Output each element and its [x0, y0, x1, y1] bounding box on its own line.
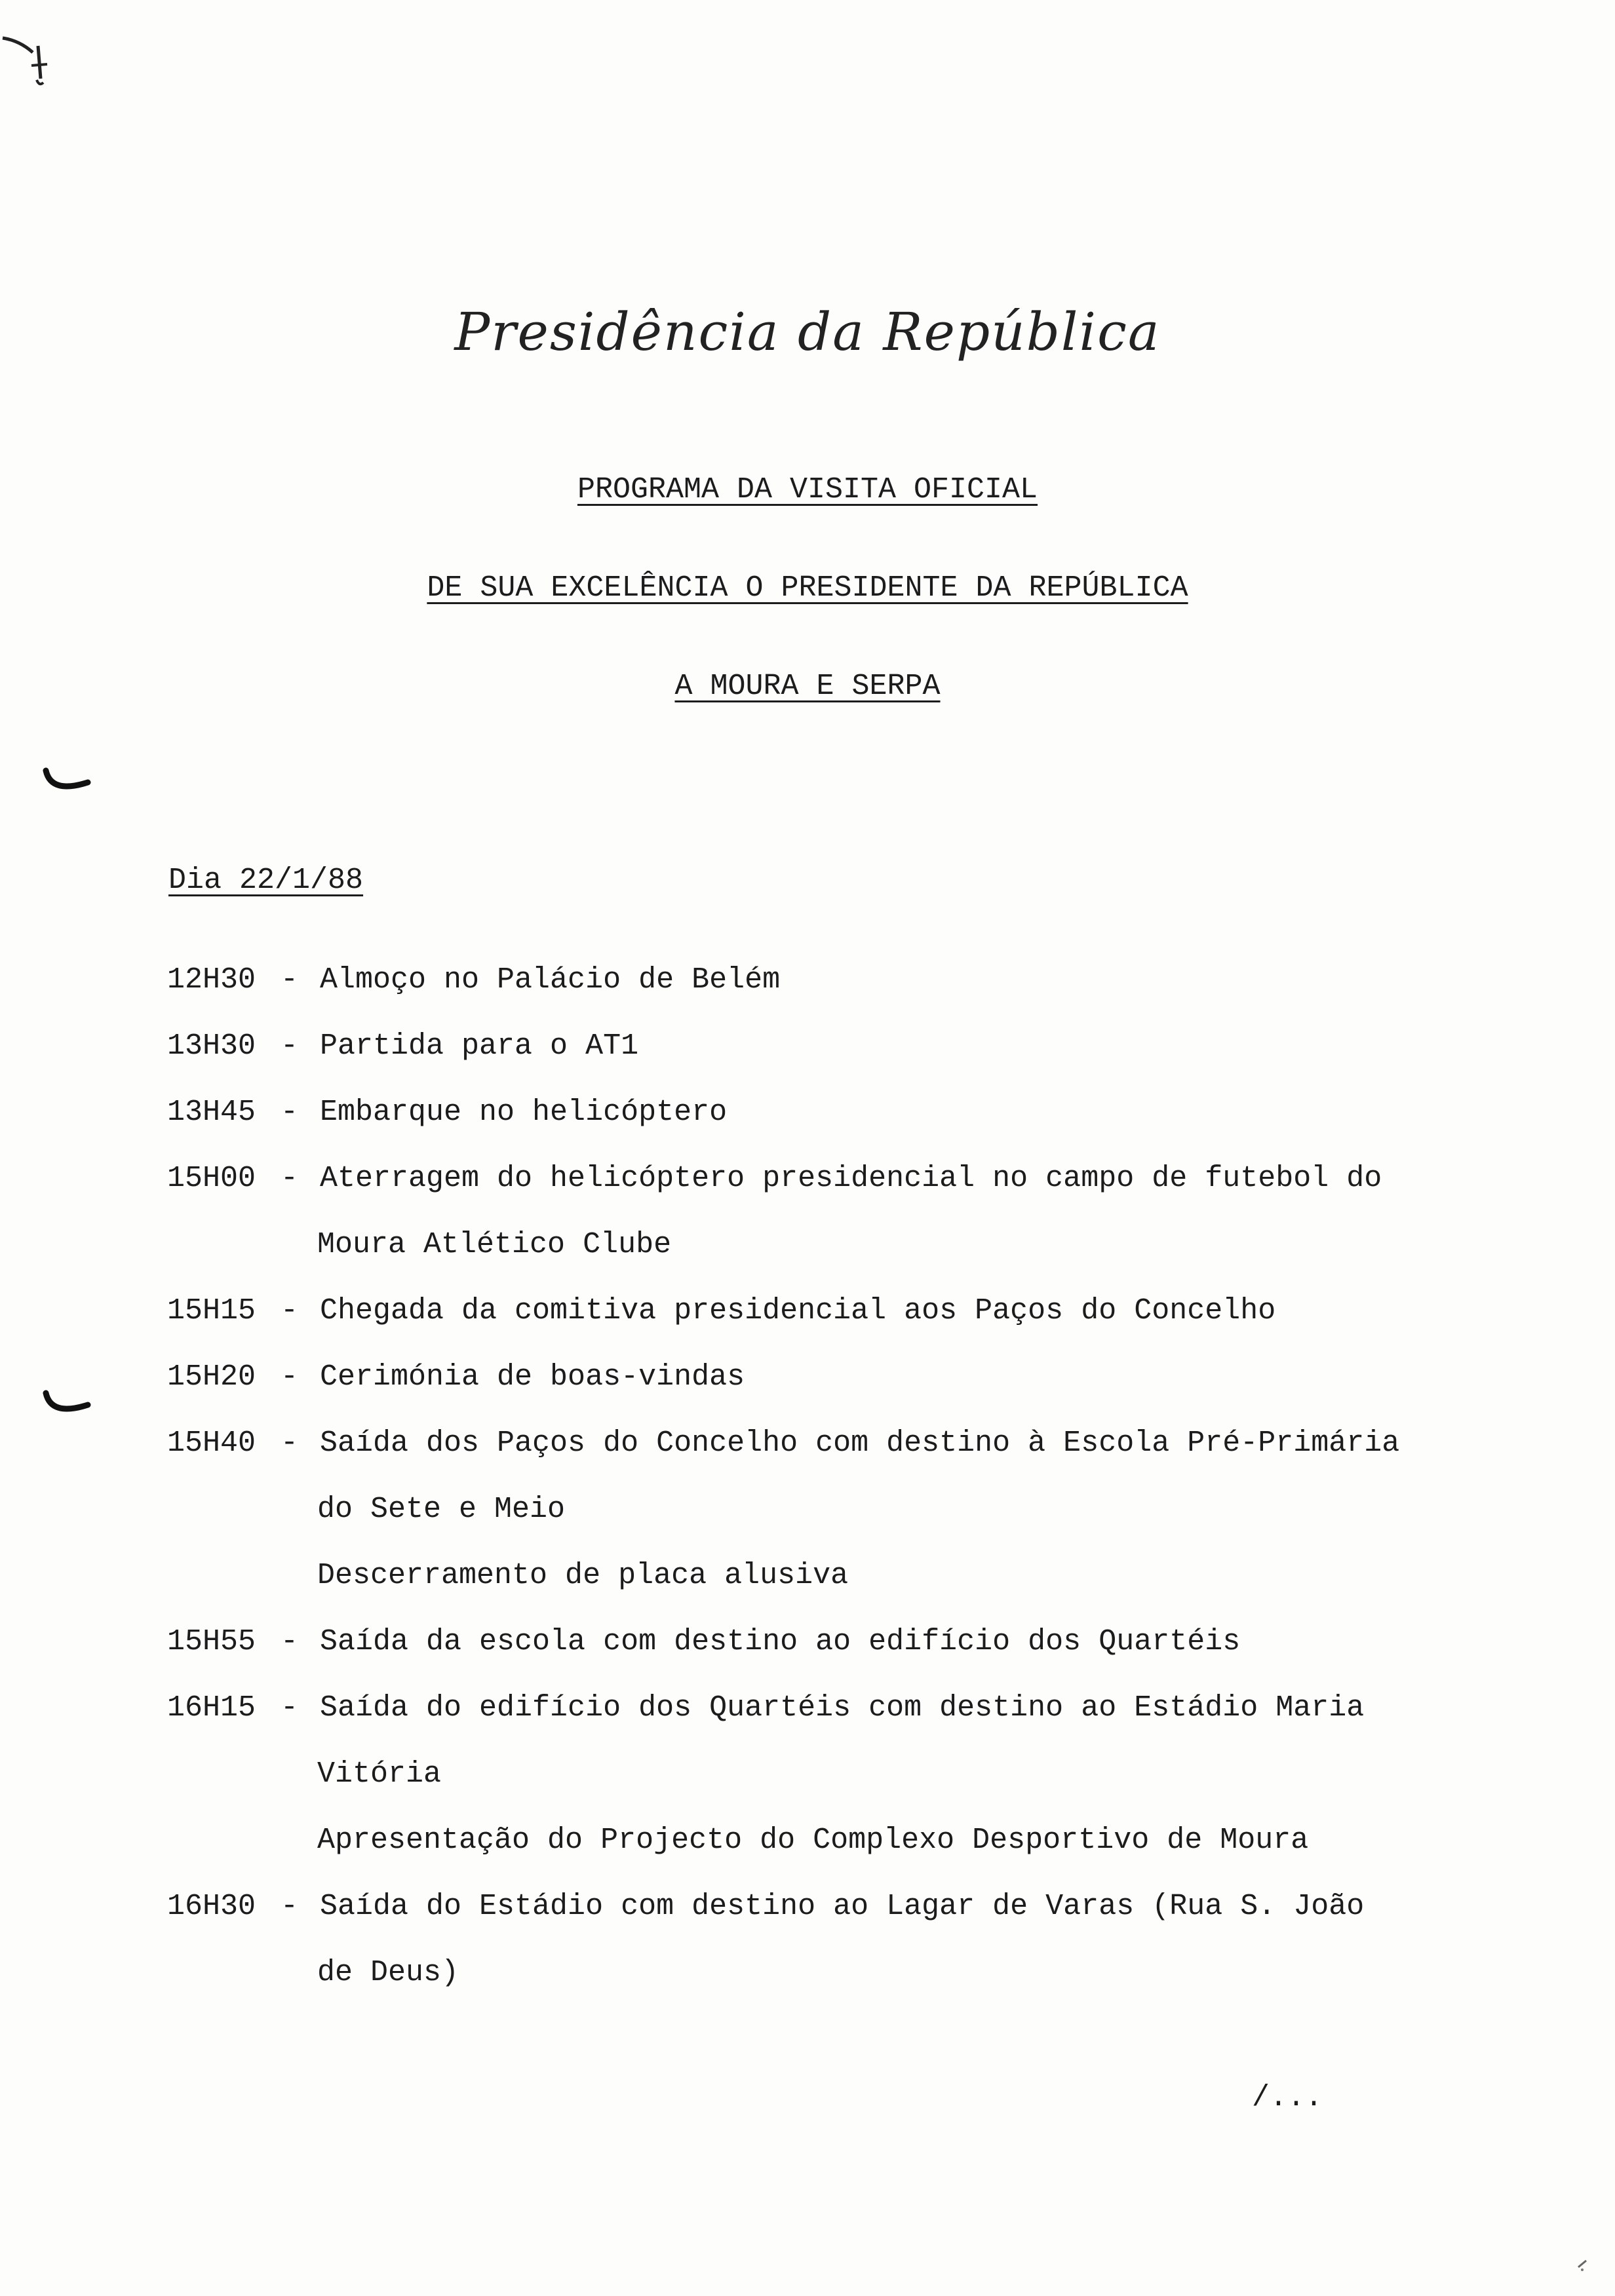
schedule-text: Saída do Estádio com destino ao Lagar de Varas (Rua S. João	[320, 1890, 1365, 1923]
schedule-continuation: do Sete e Meio	[317, 1493, 566, 1526]
schedule-text: Almoço no Palácio de Belém	[320, 963, 781, 997]
date-heading: Dia 22/1/88	[168, 864, 364, 897]
schedule-dash: -	[281, 1890, 299, 1923]
schedule-continuation: Apresentação do Projecto do Complexo Desportivo de Moura	[317, 1824, 1309, 1857]
schedule-continuation: Descerramento de placa alusiva	[317, 1559, 849, 1592]
schedule-dash: -	[281, 1096, 299, 1129]
schedule-time: 16H15	[167, 1691, 256, 1725]
institution-header: Presidência da República	[454, 301, 1161, 362]
schedule-dash: -	[281, 1360, 299, 1394]
schedule-continuation: Moura Atlético Clube	[317, 1228, 672, 1261]
schedule-text: Embarque no helicóptero	[320, 1096, 728, 1129]
schedule-text: Cerimónia de boas-vindas	[320, 1360, 745, 1394]
schedule-time: 15H55	[167, 1625, 256, 1658]
schedule-dash: -	[281, 1162, 299, 1195]
schedule-dash: -	[281, 1294, 299, 1328]
schedule-text: Chegada da comitiva presidencial aos Paços do Concelho	[320, 1294, 1276, 1328]
margin-mark-icon	[42, 765, 94, 805]
margin-mark-icon	[42, 1388, 94, 1427]
continuation-mark: /...	[1252, 2081, 1323, 2114]
schedule-dash: -	[281, 1691, 299, 1725]
schedule-dash: -	[281, 1426, 299, 1460]
schedule-dash: -	[281, 1029, 299, 1063]
schedule-continuation: de Deus)	[317, 1956, 459, 1989]
schedule-time: 15H40	[167, 1426, 256, 1460]
schedule-time: 15H20	[167, 1360, 256, 1394]
schedule-text: Saída dos Paços do Concelho com destino à Escola Pré-Primária	[320, 1426, 1400, 1460]
handwritten-mark-icon	[0, 26, 59, 92]
schedule-time: 16H30	[167, 1890, 256, 1923]
schedule-text: Saída da escola com destino ao edifício dos Quartéis	[320, 1625, 1241, 1658]
schedule-dash: -	[281, 1625, 299, 1658]
schedule-continuation: Vitória	[317, 1757, 442, 1791]
schedule-time: 15H00	[167, 1162, 256, 1195]
schedule-text: Partida para o AT1	[320, 1029, 639, 1063]
schedule-time: 12H30	[167, 963, 256, 997]
title-line-1: PROGRAMA DA VISITA OFICIAL	[577, 473, 1038, 507]
schedule-dash: -	[281, 963, 299, 997]
schedule-text: Saída do edifício dos Quartéis com destino ao Estádio Maria	[320, 1691, 1365, 1725]
scan-speck-icon	[1573, 2248, 1599, 2274]
schedule-time: 13H30	[167, 1029, 256, 1063]
schedule-time: 13H45	[167, 1096, 256, 1129]
title-line-2: DE SUA EXCELÊNCIA O PRESIDENTE DA REPÚBLICA	[427, 571, 1188, 605]
schedule-time: 15H15	[167, 1294, 256, 1328]
schedule-text: Aterragem do helicóptero presidencial no campo de futebol do	[320, 1162, 1382, 1195]
title-line-3: A MOURA E SERPA	[674, 670, 941, 703]
